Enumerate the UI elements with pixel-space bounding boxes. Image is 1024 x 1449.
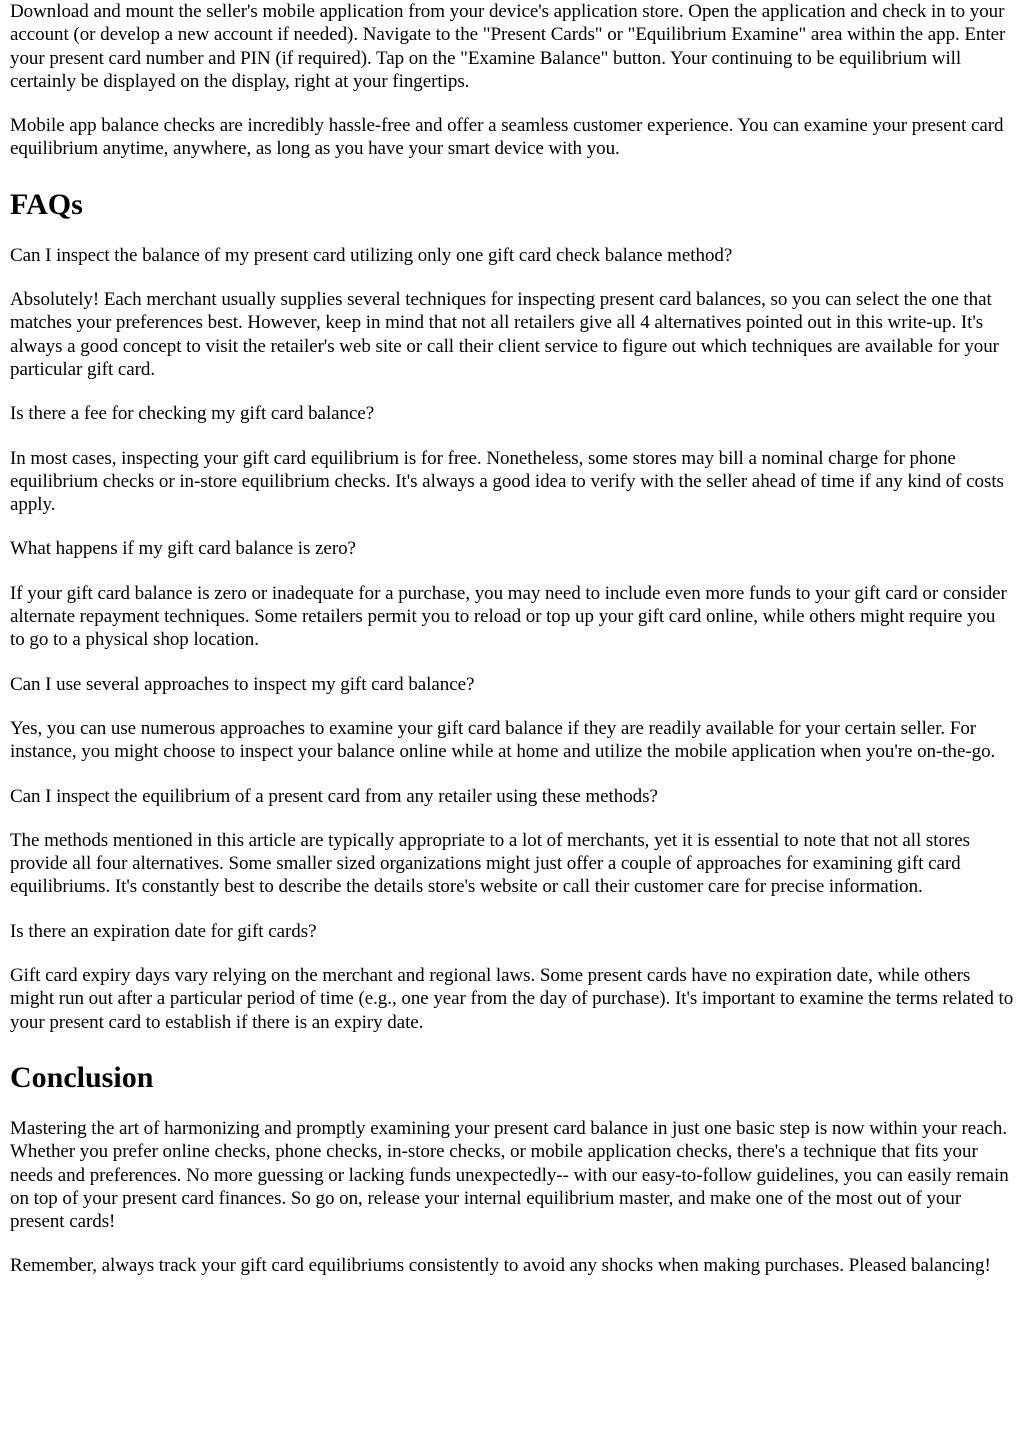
faq-answer: The methods mentioned in this article are typically appropriate to a lot of merchants, yet it is essential to note that not all stores provide all four alternatives. Some smaller sized organizations might just offer a couple of approaches for examining gift card equilibriums. It's constantly best to describe the details store's website or call their customer care for precise information. <box>10 829 970 898</box>
faq-answer: If your gift card balance is zero or inadequate for a purchase, you may need to include even more funds to your gift card or consider alternate repayment techniques. Some retailers permit you to reload or top up your gift card online, while others might require you to go to a physical shop location. <box>10 582 1007 651</box>
faq-answer: Yes, you can use numerous approaches to examine your gift card balance if they are readily available for your certain seller. For instance, you might choose to inspect your balance online while at home and utilize the mobile application when you're on-the-go. <box>10 717 996 763</box>
faq-answer: Gift card expiry days vary relying on the merchant and regional laws. Some present cards have no expiration date, while others might run out after a particular period of time (e.g., one year from the day of purchase). It's important to examine the terms related to your present card to establish if there is an expiry date. <box>10 965 1014 1033</box>
conclusion-paragraph: Mastering the art of harmonizing and promptly examining your present card balance in just one basic step is now within your reach. Whether you prefer online checks, phone checks, in-store checks, or mobile application checks, there's a technique that fits your needs and preferences. No more guessing or lacking funds unexpectedly-- with our easy-to-follow guidelines, you can easily remain on top of your present card finances. So go on, release your internal equilibrium master, and make one of the most out of your present cards! <box>10 1117 1009 1233</box>
faq-answer: Absolutely! Each merchant usually supplies several techniques for inspecting present card balances, so you can select the one that matches your preferences best. However, keep in mind that not all retailers give all 4 alternatives pointed out in this write-up. It's always a good concept to visit the retailer's web site or call their client service to figure out which techniques are available for your particular gift card. <box>10 289 999 380</box>
faq-question: Can I inspect the equilibrium of a present card from any retailer using these methods? <box>10 785 658 807</box>
faq-question: Can I use several approaches to inspect my gift card balance? <box>10 673 475 695</box>
faqs-heading: FAQs <box>10 187 83 221</box>
conclusion-heading: Conclusion <box>10 1060 154 1094</box>
faq-answer: In most cases, inspecting your gift card equilibrium is for free. Nonetheless, some stores may bill a nominal charge for phone equilibrium checks or in-store equilibrium checks. It's always a good idea to verify with the seller ahead of time if any kind of costs apply. <box>10 447 1004 516</box>
conclusion-paragraph: Remember, always track your gift card equilibriums consistently to avoid any shocks when making purchases. Pleased balancing! <box>10 1255 991 1277</box>
faq-question: Is there an expiration date for gift cards? <box>10 920 317 942</box>
faq-question: What happens if my gift card balance is zero? <box>10 538 356 560</box>
intro-paragraph: Download and mount the seller's mobile application from your device's application store. Open the application and check in to your account (or develop a new account if needed). Navigate to the "Present Cards" or "Equilibrium Examine" area within the app. Enter your present card number and PIN (if required). Tap on the "Examine Balance" button. Your continuing to be equilibrium will certainly be displayed on the display, right at your fingertips. <box>10 1 1006 92</box>
faq-question: Is there a fee for checking my gift card balance? <box>10 403 375 425</box>
faq-question: Can I inspect the balance of my present card utilizing only one gift card check balance method? <box>10 244 733 266</box>
intro-paragraph: Mobile app balance checks are incredibly hassle-free and offer a seamless customer experience. You can examine your present card equilibrium anytime, anywhere, as long as you have your smart device with you. <box>10 115 1004 160</box>
